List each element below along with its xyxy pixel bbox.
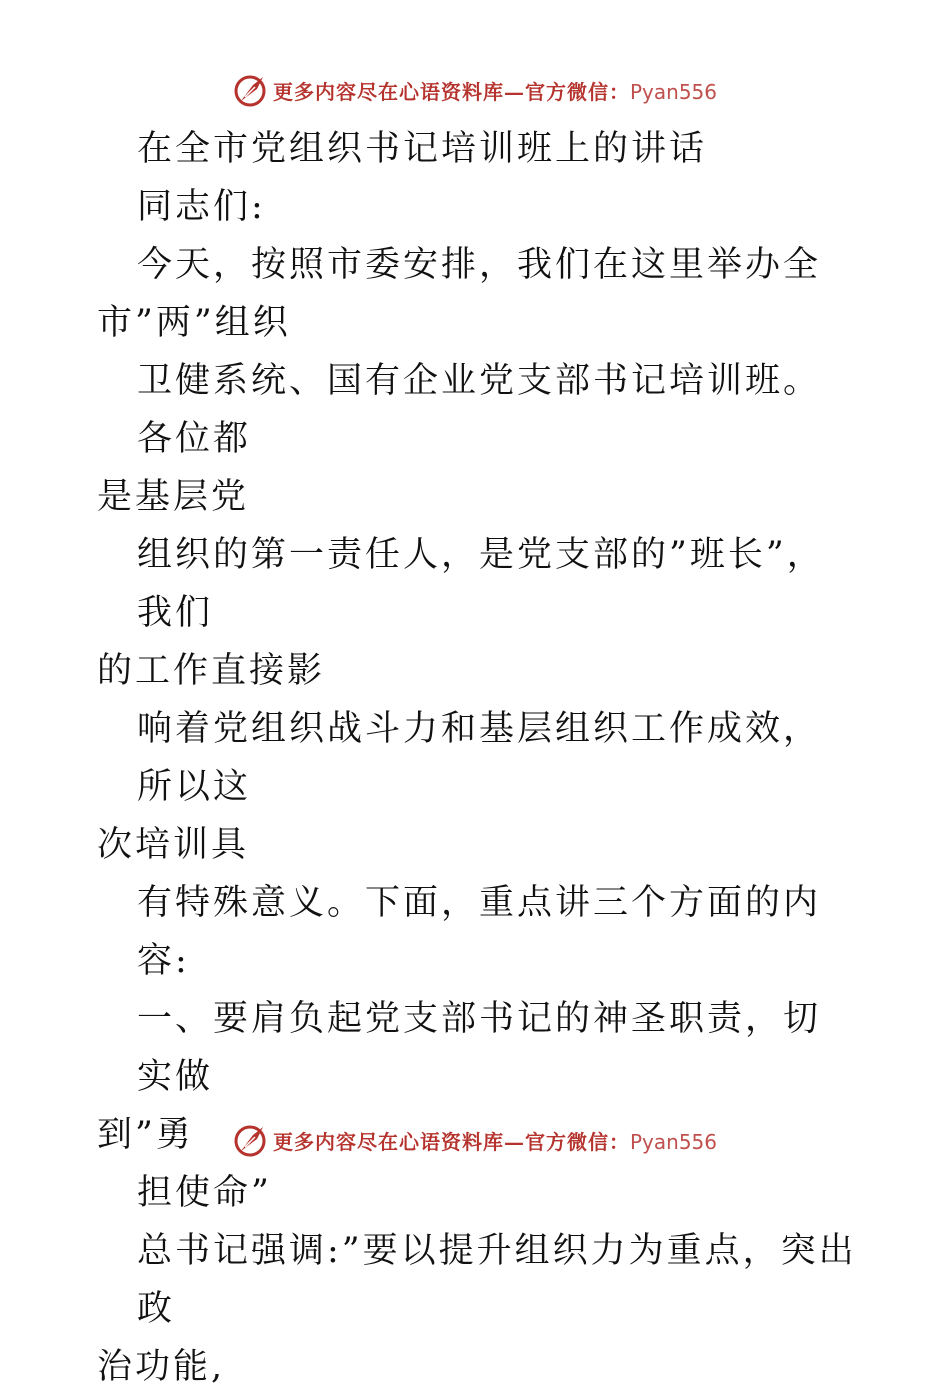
text-line: 在全市党组织书记培训班上的讲话 [137,129,708,169]
watermark-text: 更多内容尽在心语资料库—官方微信：Pyan556 [272,1129,717,1154]
watermark-text: 更多内容尽在心语资料库—官方微信：Pyan556 [272,79,717,104]
text-line: 的工作直接影 [97,651,326,691]
text-line: 卫健系统、国有企业党支部书记培训班。各位都 [137,361,822,459]
text-line: 次培训具 [97,825,250,865]
text-line: 有特殊意义。下面，重点讲三个方面的内容: [137,883,822,981]
footer-watermark [0,1120,950,1160]
text-line: 担使命” [137,1173,272,1213]
text-line: 一、要肩负起党支部书记的神圣职责，切实做 [137,999,822,1097]
document-body [97,120,857,1396]
text-line: 响着党组织战斗力和基层组织工作成效，所以这 [137,709,822,807]
quill-pen-logo-icon [233,73,267,107]
text-line: 是基层党 [97,477,250,517]
quill-pen-logo-icon [233,1123,267,1157]
wechat-id: Pyan556 [629,79,717,104]
text-line: 市”两”组织 [97,303,291,343]
wechat-id: Pyan556 [629,1129,717,1154]
text-line: 总书记强调:”要以提升组织力为重点，突出政 [137,1231,857,1329]
text-line: 同志们: [137,187,266,227]
header-watermark [0,70,950,110]
text-line: 组织的第一责任人，是党支部的”班长”，我们 [137,535,825,633]
text-line: 治功能, [97,1347,226,1387]
text-line: 到”勇 [97,1115,194,1155]
text-line: 今天，按照市委安排，我们在这里举办全 [137,245,822,285]
